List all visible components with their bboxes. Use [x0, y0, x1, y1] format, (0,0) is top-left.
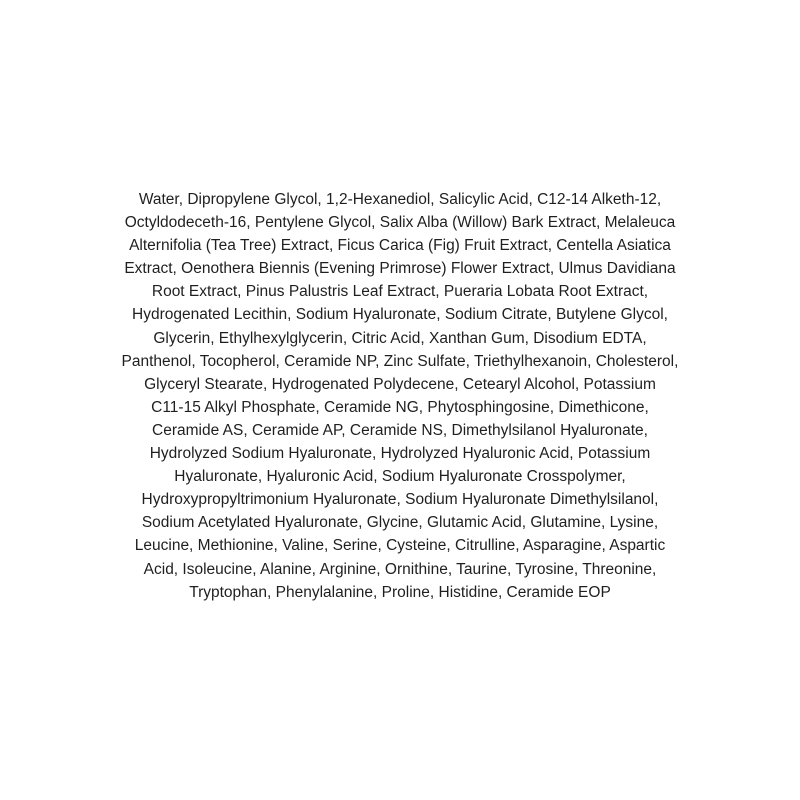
ingredients-line-10: C11-15 Alkyl Phosphate, Ceramide NG, Phytosphingosine, Dimethicone, [151, 398, 649, 416]
ingredients-line-3: Alternifolia (Tea Tree) Extract, Ficus Carica (Fig) Fruit Extract, Centella Asiatica [129, 237, 671, 255]
ingredients-line-18: Tryptophan, Phenylalanine, Proline, Histidine, Ceramide EOP [189, 583, 611, 601]
ingredients-line-1: Water, Dipropylene Glycol, 1,2-Hexanediol, Salicylic Acid, C12-14 Alketh-12, [138, 191, 662, 208]
ingredients-line-4: Extract, Oenothera Biennis (Evening Primrose) Flower Extract, Ulmus Davidiana [124, 260, 676, 278]
ingredients-line-9: Glyceryl Stearate, Hydrogenated Polydecene, Cetearyl Alcohol, Potassium [144, 375, 656, 393]
ingredients-line-7: Glycerin, Ethylhexylglycerin, Citric Acid, Xanthan Gum, Disodium EDTA, [153, 329, 647, 347]
ingredients-line-13: Hyaluronate, Hyaluronic Acid, Sodium Hyaluronate Crosspolymer, [174, 468, 626, 486]
ingredients-line-17: Acid, Isoleucine, Alanine, Arginine, Ornithine, Taurine, Tyrosine, Threonine, [143, 560, 657, 578]
ingredients-line-8: Panthenol, Tocopherol, Ceramide NP, Zinc Sulfate, Triethylhexanoin, Cholesterol, [121, 352, 679, 370]
ingredients-line-11: Ceramide AS, Ceramide AP, Ceramide NS, Dimethylsilanol Hyaluronate, [152, 421, 648, 439]
ingredients-line-15: Sodium Acetylated Hyaluronate, Glycine, Glutamic Acid, Glutamine, Lysine, [141, 514, 659, 532]
ingredients-line-14: Hydroxypropyltrimonium Hyaluronate, Sodium Hyaluronate Dimethylsilanol, [141, 491, 659, 509]
ingredients-line-12: Hydrolyzed Sodium Hyaluronate, Hydrolyzed Hyaluronic Acid, Potassium [149, 445, 651, 463]
ingredients-list [60, 188, 740, 604]
ingredients-line-5: Root Extract, Pinus Palustris Leaf Extract, Pueraria Lobata Root Extract, [151, 283, 649, 301]
ingredients-line-2: Octyldodeceth-16, Pentylene Glycol, Salix Alba (Willow) Bark Extract, Melaleuca [124, 214, 676, 232]
ingredients-line-6: Hydrogenated Lecithin, Sodium Hyaluronate, Sodium Citrate, Butylene Glycol, [132, 306, 668, 324]
ingredients-line-16: Leucine, Methionine, Valine, Serine, Cysteine, Citrulline, Asparagine, Aspartic [134, 537, 666, 555]
